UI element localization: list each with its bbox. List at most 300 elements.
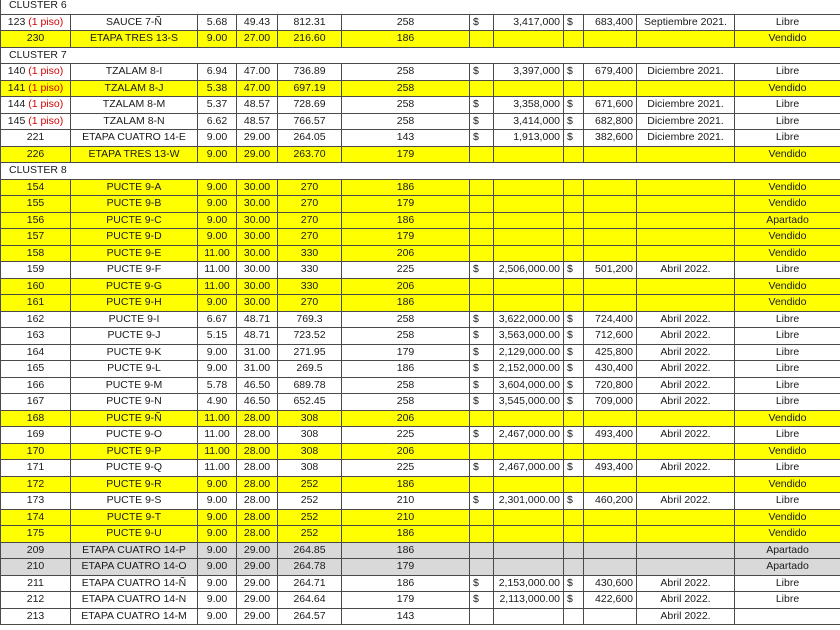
size-cell: 179 — [342, 229, 470, 246]
lot-name-cell: PUCTE 9-B — [71, 196, 198, 213]
lot-number-cell: 164 — [1, 344, 71, 361]
lot-number-cell: 140 (1 piso) — [1, 64, 71, 81]
price-currency-cell — [470, 443, 494, 460]
table-row — [1, 80, 840, 97]
area-cell: 252 — [278, 493, 342, 510]
table-row — [1, 14, 840, 31]
frontage-cell: 11.00 — [198, 278, 237, 295]
lot-name-cell: TZALAM 8-I — [71, 64, 198, 81]
size-cell: 186 — [342, 542, 470, 559]
cluster-label: CLUSTER 6 — [1, 0, 840, 14]
size-cell: 186 — [342, 526, 470, 543]
size-cell: 179 — [342, 146, 470, 163]
price-cell: 2,152,000.00 — [494, 361, 564, 378]
delivery-date-cell: Abril 2022. — [637, 262, 735, 279]
price-cell — [494, 196, 564, 213]
status-cell: Libre — [735, 394, 840, 411]
status-cell: Libre — [735, 592, 840, 609]
delivery-date-cell — [637, 212, 735, 229]
status-cell: Apartado — [735, 212, 840, 229]
area-cell: 252 — [278, 476, 342, 493]
area-cell: 308 — [278, 443, 342, 460]
down-payment-cell: 493,400 — [584, 460, 637, 477]
table-row — [1, 460, 840, 477]
area-cell: 330 — [278, 245, 342, 262]
lot-number-cell: 145 (1 piso) — [1, 113, 71, 130]
delivery-date-cell — [637, 476, 735, 493]
price-currency-cell: $ — [470, 427, 494, 444]
area-cell: 270 — [278, 212, 342, 229]
size-cell: 258 — [342, 64, 470, 81]
delivery-date-cell — [637, 559, 735, 576]
down-payment-cell: 724,400 — [584, 311, 637, 328]
size-cell: 258 — [342, 113, 470, 130]
price-currency-cell — [470, 146, 494, 163]
lot-number-cell: 162 — [1, 311, 71, 328]
depth-cell: 27.00 — [237, 31, 278, 48]
delivery-date-cell: Abril 2022. — [637, 427, 735, 444]
lot-name-cell: TZALAM 8-M — [71, 97, 198, 114]
price-currency-cell: $ — [470, 113, 494, 130]
frontage-cell: 9.00 — [198, 476, 237, 493]
price-cell — [494, 212, 564, 229]
table-row — [1, 97, 840, 114]
depth-cell: 30.00 — [237, 212, 278, 229]
area-cell: 252 — [278, 526, 342, 543]
area-cell: 330 — [278, 262, 342, 279]
lot-name-cell: ETAPA CUATRO 14-N — [71, 592, 198, 609]
lot-name-cell: PUCTE 9-N — [71, 394, 198, 411]
down-payment-cell — [584, 509, 637, 526]
price-currency-cell: $ — [470, 592, 494, 609]
table-row — [1, 394, 840, 411]
size-cell: 179 — [342, 559, 470, 576]
status-cell: Libre — [735, 575, 840, 592]
delivery-date-cell — [637, 509, 735, 526]
frontage-cell: 11.00 — [198, 443, 237, 460]
price-currency-cell: $ — [470, 361, 494, 378]
down-payment-cell — [584, 31, 637, 48]
area-cell: 270 — [278, 229, 342, 246]
table-row — [1, 196, 840, 213]
lot-name-cell: PUCTE 9-I — [71, 311, 198, 328]
lot-number-cell: 211 — [1, 575, 71, 592]
frontage-cell: 9.00 — [198, 592, 237, 609]
depth-cell: 28.00 — [237, 460, 278, 477]
down-currency-cell: $ — [564, 97, 584, 114]
cluster-header-row — [1, 163, 840, 180]
lot-name-cell: PUCTE 9-M — [71, 377, 198, 394]
down-currency-cell — [564, 526, 584, 543]
lot-name-cell: PUCTE 9-R — [71, 476, 198, 493]
area-cell: 769.3 — [278, 311, 342, 328]
area-cell: 308 — [278, 427, 342, 444]
down-currency-cell — [564, 295, 584, 312]
delivery-date-cell — [637, 278, 735, 295]
price-currency-cell — [470, 212, 494, 229]
status-cell: Libre — [735, 14, 840, 31]
down-currency-cell — [564, 146, 584, 163]
down-payment-cell: 430,600 — [584, 575, 637, 592]
lot-name-cell: PUCTE 9-A — [71, 179, 198, 196]
lot-name-cell: PUCTE 9-E — [71, 245, 198, 262]
area-cell: 270 — [278, 196, 342, 213]
down-payment-cell — [584, 608, 637, 625]
frontage-cell: 9.00 — [198, 509, 237, 526]
price-cell: 2,129,000.00 — [494, 344, 564, 361]
down-currency-cell — [564, 212, 584, 229]
status-cell: Libre — [735, 64, 840, 81]
down-currency-cell: $ — [564, 311, 584, 328]
table-row — [1, 212, 840, 229]
lot-name-cell: ETAPA CUATRO 14-E — [71, 130, 198, 147]
area-cell: 689.78 — [278, 377, 342, 394]
lot-number-cell: 221 — [1, 130, 71, 147]
table-row — [1, 31, 840, 48]
area-cell: 269.5 — [278, 361, 342, 378]
floor-note: (1 piso) — [28, 15, 64, 28]
down-currency-cell: $ — [564, 592, 584, 609]
size-cell: 186 — [342, 295, 470, 312]
table-row — [1, 262, 840, 279]
price-cell: 3,604,000.00 — [494, 377, 564, 394]
lot-name-cell: PUCTE 9-J — [71, 328, 198, 345]
status-cell: Vendido — [735, 410, 840, 427]
delivery-date-cell: Abril 2022. — [637, 608, 735, 625]
status-cell: Apartado — [735, 559, 840, 576]
frontage-cell: 4.90 — [198, 394, 237, 411]
lot-number-cell: 141 (1 piso) — [1, 80, 71, 97]
table-row — [1, 179, 840, 196]
lot-number-cell: 123 (1 piso) — [1, 14, 71, 31]
area-cell: 728.69 — [278, 97, 342, 114]
cluster-header-row — [1, 47, 840, 64]
area-cell: 271.95 — [278, 344, 342, 361]
lot-number-cell: 154 — [1, 179, 71, 196]
down-payment-cell — [584, 410, 637, 427]
delivery-date-cell: Diciembre 2021. — [637, 64, 735, 81]
down-currency-cell — [564, 443, 584, 460]
price-cell: 2,506,000.00 — [494, 262, 564, 279]
status-cell: Vendido — [735, 443, 840, 460]
lot-number-cell: 174 — [1, 509, 71, 526]
price-currency-cell: $ — [470, 377, 494, 394]
depth-cell: 29.00 — [237, 542, 278, 559]
price-cell: 2,153,000.00 — [494, 575, 564, 592]
delivery-date-cell: Abril 2022. — [637, 493, 735, 510]
frontage-cell: 9.00 — [198, 344, 237, 361]
down-payment-cell — [584, 229, 637, 246]
size-cell: 206 — [342, 410, 470, 427]
status-cell: Libre — [735, 113, 840, 130]
down-currency-cell: $ — [564, 361, 584, 378]
depth-cell: 31.00 — [237, 361, 278, 378]
table-row — [1, 377, 840, 394]
down-currency-cell: $ — [564, 130, 584, 147]
down-payment-cell — [584, 146, 637, 163]
lot-number-cell: 226 — [1, 146, 71, 163]
status-cell: Vendido — [735, 196, 840, 213]
down-currency-cell: $ — [564, 113, 584, 130]
area-cell: 264.05 — [278, 130, 342, 147]
price-currency-cell — [470, 526, 494, 543]
size-cell: 225 — [342, 460, 470, 477]
area-cell: 697.19 — [278, 80, 342, 97]
table-row — [1, 361, 840, 378]
lot-name-cell: PUCTE 9-Ñ — [71, 410, 198, 427]
table-row — [1, 311, 840, 328]
price-cell — [494, 526, 564, 543]
price-currency-cell: $ — [470, 130, 494, 147]
price-currency-cell — [470, 245, 494, 262]
frontage-cell: 5.38 — [198, 80, 237, 97]
delivery-date-cell — [637, 146, 735, 163]
price-currency-cell: $ — [470, 14, 494, 31]
lot-name-cell: PUCTE 9-H — [71, 295, 198, 312]
size-cell: 179 — [342, 592, 470, 609]
lot-number-cell: 175 — [1, 526, 71, 543]
price-cell: 3,417,000 — [494, 14, 564, 31]
frontage-cell: 9.00 — [198, 361, 237, 378]
depth-cell: 29.00 — [237, 592, 278, 609]
delivery-date-cell — [637, 229, 735, 246]
table-row — [1, 278, 840, 295]
status-cell: Libre — [735, 130, 840, 147]
lot-number-cell: 166 — [1, 377, 71, 394]
status-cell: Vendido — [735, 476, 840, 493]
delivery-date-cell — [637, 526, 735, 543]
frontage-cell: 5.15 — [198, 328, 237, 345]
frontage-cell: 5.68 — [198, 14, 237, 31]
area-cell: 812.31 — [278, 14, 342, 31]
down-currency-cell — [564, 245, 584, 262]
status-cell: Libre — [735, 377, 840, 394]
floor-note: (1 piso) — [28, 65, 64, 78]
lot-name-cell: PUCTE 9-C — [71, 212, 198, 229]
size-cell: 186 — [342, 212, 470, 229]
size-cell: 258 — [342, 97, 470, 114]
down-currency-cell: $ — [564, 344, 584, 361]
size-cell: 206 — [342, 245, 470, 262]
price-currency-cell — [470, 179, 494, 196]
frontage-cell: 9.00 — [198, 608, 237, 625]
down-currency-cell — [564, 31, 584, 48]
delivery-date-cell — [637, 31, 735, 48]
frontage-cell: 9.00 — [198, 179, 237, 196]
delivery-date-cell: Abril 2022. — [637, 361, 735, 378]
price-currency-cell: $ — [470, 262, 494, 279]
price-currency-cell — [470, 410, 494, 427]
price-cell — [494, 146, 564, 163]
lot-number-cell: 167 — [1, 394, 71, 411]
area-cell: 330 — [278, 278, 342, 295]
lot-name-cell: PUCTE 9-L — [71, 361, 198, 378]
size-cell: 143 — [342, 608, 470, 625]
depth-cell: 47.00 — [237, 80, 278, 97]
frontage-cell: 6.94 — [198, 64, 237, 81]
status-cell: Libre — [735, 328, 840, 345]
depth-cell: 48.71 — [237, 328, 278, 345]
price-cell: 3,545,000.00 — [494, 394, 564, 411]
depth-cell: 30.00 — [237, 262, 278, 279]
frontage-cell: 9.00 — [198, 212, 237, 229]
frontage-cell: 9.00 — [198, 229, 237, 246]
table-row — [1, 328, 840, 345]
down-currency-cell: $ — [564, 427, 584, 444]
lot-number-cell: 159 — [1, 262, 71, 279]
depth-cell: 28.00 — [237, 410, 278, 427]
status-cell — [735, 608, 840, 625]
area-cell: 308 — [278, 460, 342, 477]
price-cell: 3,622,000.00 — [494, 311, 564, 328]
table-row — [1, 146, 840, 163]
delivery-date-cell — [637, 179, 735, 196]
frontage-cell: 9.00 — [198, 146, 237, 163]
frontage-cell: 11.00 — [198, 245, 237, 262]
frontage-cell: 5.37 — [198, 97, 237, 114]
delivery-date-cell: Diciembre 2021. — [637, 113, 735, 130]
price-currency-cell — [470, 559, 494, 576]
depth-cell: 30.00 — [237, 295, 278, 312]
depth-cell: 28.00 — [237, 443, 278, 460]
lot-number-cell: 144 (1 piso) — [1, 97, 71, 114]
price-currency-cell — [470, 509, 494, 526]
status-cell: Libre — [735, 97, 840, 114]
size-cell: 206 — [342, 278, 470, 295]
lot-number-cell: 165 — [1, 361, 71, 378]
frontage-cell: 6.62 — [198, 113, 237, 130]
depth-cell: 46.50 — [237, 394, 278, 411]
down-currency-cell — [564, 608, 584, 625]
down-currency-cell: $ — [564, 262, 584, 279]
table-row — [1, 130, 840, 147]
delivery-date-cell: Diciembre 2021. — [637, 130, 735, 147]
price-cell — [494, 443, 564, 460]
area-cell: 264.71 — [278, 575, 342, 592]
depth-cell: 48.57 — [237, 97, 278, 114]
lot-name-cell: ETAPA CUATRO 14-P — [71, 542, 198, 559]
table-row — [1, 592, 840, 609]
delivery-date-cell: Abril 2022. — [637, 575, 735, 592]
size-cell: 210 — [342, 509, 470, 526]
size-cell: 186 — [342, 476, 470, 493]
size-cell: 186 — [342, 31, 470, 48]
status-cell: Libre — [735, 344, 840, 361]
lot-number-cell: 171 — [1, 460, 71, 477]
depth-cell: 28.00 — [237, 427, 278, 444]
depth-cell: 48.71 — [237, 311, 278, 328]
down-currency-cell — [564, 80, 584, 97]
cluster-label: CLUSTER 7 — [1, 47, 840, 64]
delivery-date-cell — [637, 295, 735, 312]
down-payment-cell — [584, 476, 637, 493]
table-row — [1, 113, 840, 130]
area-cell: 270 — [278, 295, 342, 312]
down-currency-cell — [564, 542, 584, 559]
area-cell: 723.52 — [278, 328, 342, 345]
price-currency-cell: $ — [470, 311, 494, 328]
lot-name-cell: PUCTE 9-O — [71, 427, 198, 444]
lot-number-cell: 170 — [1, 443, 71, 460]
lot-name-cell: ETAPA TRES 13-S — [71, 31, 198, 48]
delivery-date-cell: Abril 2022. — [637, 394, 735, 411]
delivery-date-cell — [637, 443, 735, 460]
price-cell: 2,467,000.00 — [494, 460, 564, 477]
table-row — [1, 526, 840, 543]
depth-cell: 28.00 — [237, 526, 278, 543]
floor-note: (1 piso) — [28, 98, 64, 111]
down-payment-cell: 709,000 — [584, 394, 637, 411]
price-currency-cell: $ — [470, 575, 494, 592]
lot-name-cell: PUCTE 9-U — [71, 526, 198, 543]
status-cell: Vendido — [735, 31, 840, 48]
down-payment-cell — [584, 526, 637, 543]
down-payment-cell: 425,800 — [584, 344, 637, 361]
down-currency-cell: $ — [564, 377, 584, 394]
price-currency-cell: $ — [470, 493, 494, 510]
down-payment-cell: 430,400 — [584, 361, 637, 378]
area-cell: 264.85 — [278, 542, 342, 559]
price-currency-cell — [470, 476, 494, 493]
price-currency-cell — [470, 80, 494, 97]
lot-name-cell: ETAPA TRES 13-W — [71, 146, 198, 163]
down-currency-cell — [564, 559, 584, 576]
depth-cell: 28.00 — [237, 509, 278, 526]
down-payment-cell: 460,200 — [584, 493, 637, 510]
down-currency-cell — [564, 410, 584, 427]
lot-number-cell: 169 — [1, 427, 71, 444]
lot-number-cell: 157 — [1, 229, 71, 246]
down-currency-cell — [564, 229, 584, 246]
lot-name-cell: PUCTE 9-F — [71, 262, 198, 279]
price-cell — [494, 476, 564, 493]
frontage-cell: 9.00 — [198, 196, 237, 213]
area-cell: 252 — [278, 509, 342, 526]
status-cell: Vendido — [735, 295, 840, 312]
table-row — [1, 493, 840, 510]
price-cell: 2,301,000.00 — [494, 493, 564, 510]
down-payment-cell — [584, 295, 637, 312]
table-row — [1, 410, 840, 427]
status-cell: Libre — [735, 460, 840, 477]
price-cell — [494, 179, 564, 196]
status-cell: Libre — [735, 427, 840, 444]
down-currency-cell: $ — [564, 394, 584, 411]
lot-name-cell: PUCTE 9-D — [71, 229, 198, 246]
area-cell: 264.78 — [278, 559, 342, 576]
size-cell: 186 — [342, 361, 470, 378]
price-cell: 3,563,000.00 — [494, 328, 564, 345]
depth-cell: 49.43 — [237, 14, 278, 31]
price-cell: 3,397,000 — [494, 64, 564, 81]
frontage-cell: 9.00 — [198, 130, 237, 147]
table-row — [1, 245, 840, 262]
down-payment-cell — [584, 542, 637, 559]
down-payment-cell: 422,600 — [584, 592, 637, 609]
price-cell — [494, 559, 564, 576]
size-cell: 258 — [342, 328, 470, 345]
price-cell — [494, 295, 564, 312]
status-cell: Libre — [735, 262, 840, 279]
cluster-label: CLUSTER 8 — [1, 163, 840, 180]
frontage-cell: 9.00 — [198, 542, 237, 559]
frontage-cell: 6.67 — [198, 311, 237, 328]
status-cell: Vendido — [735, 245, 840, 262]
size-cell: 179 — [342, 196, 470, 213]
depth-cell: 29.00 — [237, 608, 278, 625]
down-payment-cell — [584, 179, 637, 196]
price-currency-cell — [470, 608, 494, 625]
